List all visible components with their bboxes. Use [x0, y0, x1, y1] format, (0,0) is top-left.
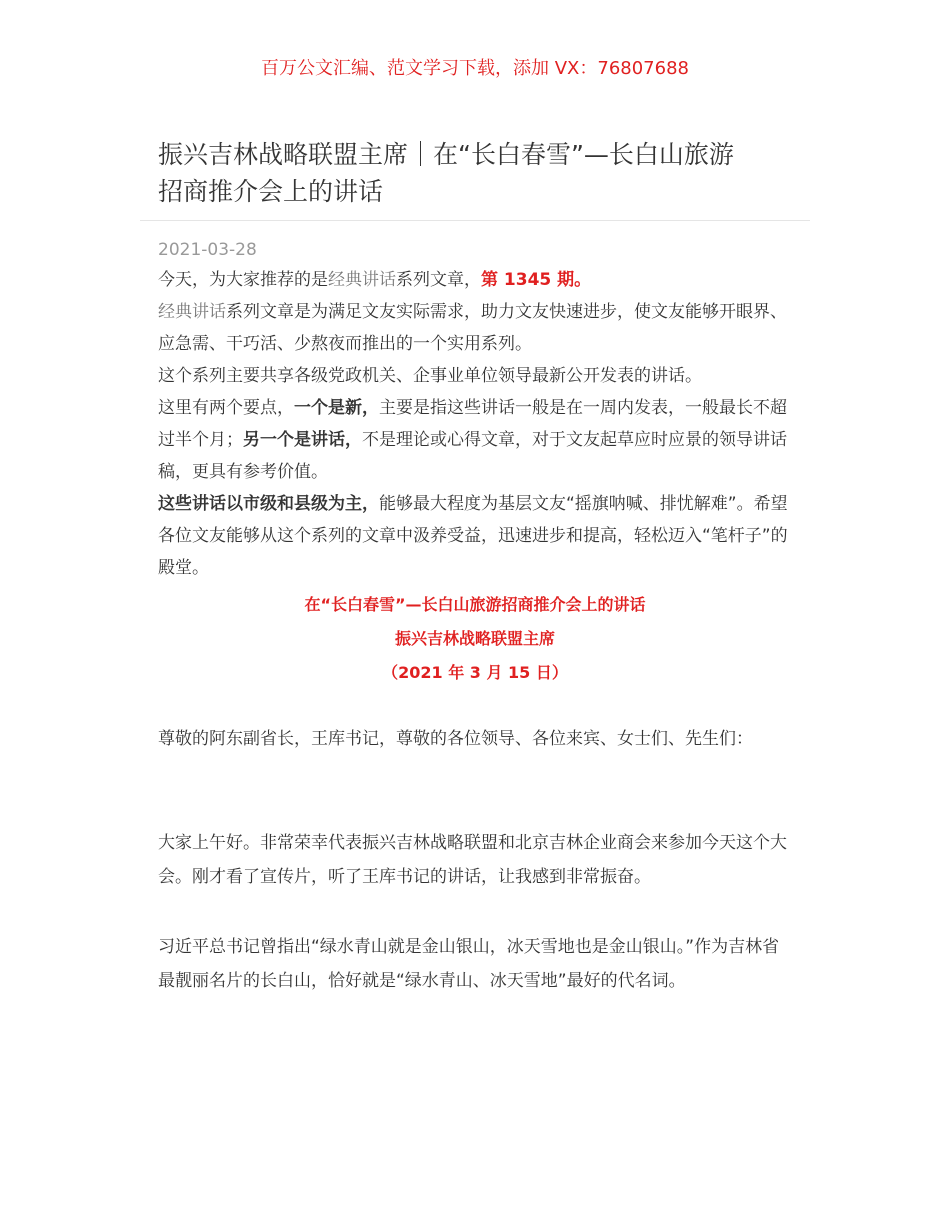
intro-paragraph-5	[158, 488, 796, 584]
speech-title: 在“长白春雪”—长白山旅游招商推介会上的讲话	[304, 595, 646, 614]
intro-text: 能够最大程度为基层文友“摇旗呐喊、排忧解难”。希望各位文友能够从这个系列的文章中汲养受益，迅速进步和提高，轻松迈入“笔杆子”的殿堂。	[158, 494, 788, 578]
article-title-line2: 招商推介会上的讲话	[158, 177, 384, 206]
intro-text: 不是理论或心得文章，对于文友起草应时应景的领导讲话稿，更具有参考价值。	[158, 430, 787, 482]
intro-paragraph-4	[158, 392, 796, 488]
point-two: 另一个是讲话，	[243, 430, 362, 450]
intro-paragraph-2	[158, 296, 796, 360]
intro-text: 系列文章，	[396, 270, 481, 290]
series-name: 经典讲话	[158, 302, 226, 322]
intro-paragraph-1	[158, 264, 796, 296]
speech-paragraph-1: 尊敬的阿东副省长，王库书记，尊敬的各位领导、各位来宾、女士们、先生们：	[158, 729, 753, 749]
intro-text: 系列文章是为满足文友实际需求，助力文友快速进步，使文友能够开眼界、应急需、干巧活、少熬夜而推出的一个实用系列。	[158, 302, 787, 354]
publish-date: 2021-03-28	[158, 240, 257, 260]
intro-text: 今天，为大家推荐的是	[158, 270, 328, 290]
intro-paragraph-3: 这个系列主要共享各级党政机关、企事业单位领导最新公开发表的讲话。	[158, 366, 702, 386]
speech-date: （2021 年 3 月 15 日）	[382, 663, 568, 682]
point-one: 一个是新，	[294, 398, 379, 418]
speech-paragraph-2: 大家上午好。非常荣幸代表振兴吉林战略联盟和北京吉林企业商会来参加今天这个大会。刚才看了宣传片，听了王库书记的讲话，让我感到非常振奋。	[158, 833, 787, 887]
speech-paragraph-3: 习近平总书记曾指出“绿水青山就是金山银山，冰天雪地也是金山银山。”作为吉林省最靓丽名片的长白山，恰好就是“绿水青山、冰天雪地”最好的代名词。	[158, 937, 780, 991]
article-title-line1: 振兴吉林战略联盟主席｜在“长白春雪”—长白山旅游	[158, 140, 734, 169]
issue-number: 第 1345 期。	[481, 270, 592, 290]
header-banner: 百万公文汇编、范文学习下载，添加 VX：76807688	[261, 58, 689, 79]
speech-header	[0, 588, 950, 690]
series-name: 经典讲话	[328, 270, 396, 290]
intro-text: 这里有两个要点，	[158, 398, 294, 418]
article-title	[158, 136, 798, 210]
intro-text: 主要是指这些讲话一般是在一周内发表，一般最长不超过半个月；	[158, 398, 787, 450]
intro-section	[158, 264, 796, 584]
speech-speaker: 振兴吉林战略联盟主席	[394, 629, 555, 648]
level-note: 这些讲话以市级和县级为主，	[158, 494, 379, 514]
title-divider	[140, 220, 810, 221]
